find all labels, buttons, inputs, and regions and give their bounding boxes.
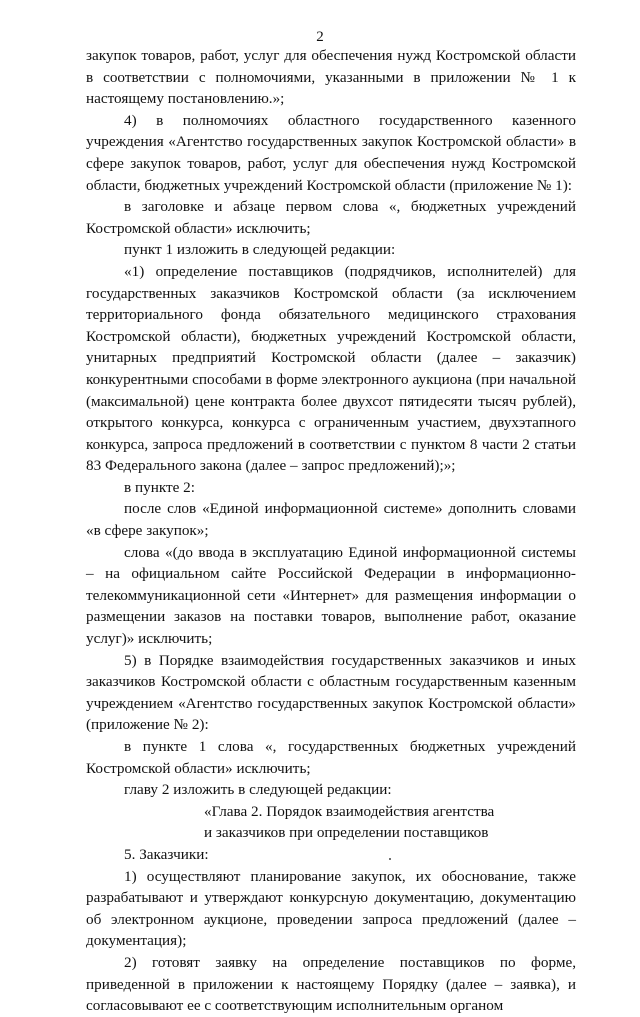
paragraph-section-5: 5. Заказчики: (124, 845, 209, 863)
chapter-heading-line-2: и заказчиков при определении поставщиков (204, 824, 489, 842)
paragraph-point-1-remove: в пункте 1 слова «, государственных бюджетных учреждений Костромской области» исключить; (86, 738, 576, 777)
paragraph-item-5: 5) в Порядке взаимодействия государственных заказчиков и иных заказчиков Костромской области с областным государственным казенным учреждением «Агентство государственных закупок Костромской области» (приложение № 2): (86, 651, 576, 734)
paragraph-item-4: 4) в полномочиях областного государственного казенного учреждения «Агентство государственных закупок Костромской области» в сфере закупок товаров, работ, услуг для обеспечения нужд Костромской области, бюджетных учреждений Костромской области (приложение № 1): (86, 111, 576, 194)
paragraph-section-5-item-2: 2) готовят заявку на определение поставщиков по форме, приведенной в приложении к настоящему Порядку (далее – заявка), и согласовывают ее с соответствующим исполнительным органом (86, 953, 576, 1015)
page-number: 2 (316, 29, 324, 45)
paragraph-point-1-intro: пункт 1 изложить в следующей редакции: (124, 241, 396, 259)
paragraph-chapter-2-intro: главу 2 изложить в следующей редакции: (124, 781, 392, 799)
paragraph-section-5-item-1: 1) осуществляют планирование закупок, их обоснование, также разрабатывают и утверждают конкурсную документацию, документацию об электронном аукционе, проведении запроса предложений (далее – документация); (86, 867, 576, 950)
paragraph-point-1-text: «1) определение поставщиков (подрядчиков, исполнителей) для государственных заказчиков Костромской области (за исключением территориального фонда обязательного медицинского страхования Костромской области), бюджетных учреждений Костромской области, унитарных предприятий Костромской области (далее – заказчик) конкурентными способами в форме электронного аукциона (при начальной (максимальной) цене контракта более двухсот пятидесяти тысяч рублей), открытого конкурса, конкурса с ограниченным участием, двухэтапного конкурса, запроса предложений в соответствии с пунктом 8 части 2 статьи 83 Федерального закона (далее – запрос предложений);»; (86, 262, 576, 475)
chapter-heading-line-1: «Глава 2. Порядок взаимодействия агентства (204, 802, 495, 820)
scan-speck (389, 858, 391, 860)
paragraph-point-2-add: после слов «Единой информационной системе» дополнить словами «в сфере закупок»; (86, 500, 576, 540)
document-body (86, 45, 576, 1017)
paragraph-point-2-intro: в пункте 2: (124, 478, 195, 496)
paragraph-point-2-remove: слова «(до ввода в эксплуатацию Единой информационной системы – на официальном сайте Российской Федерации в информационно-телекоммуникационной сети «Интернет» для размещения информации о размещении заказов на поставки товаров, выполнение работ, оказание услуг)» исключить; (86, 543, 576, 648)
paragraph-continuation: закупок товаров, работ, услуг для обеспечения нужд Костромской области в соответствии с полномочиями, указанными в приложении № 1 к настоящему постановлению.»; (86, 47, 576, 108)
paragraph-title-change: в заголовке и абзаце первом слова «, бюджетных учреждений Костромской области» исключить; (86, 198, 576, 237)
